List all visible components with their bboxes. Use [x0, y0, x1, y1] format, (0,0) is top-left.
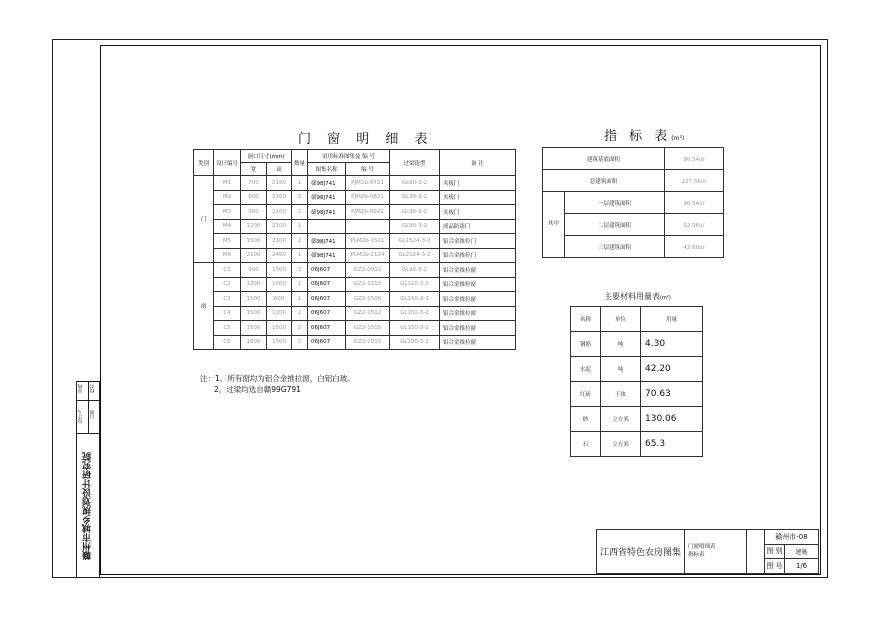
- table-row: [194, 306, 516, 321]
- index-row-value: 227.56㎡: [665, 170, 724, 192]
- cell-w: 900: [241, 205, 267, 220]
- header-width: 宽: [241, 163, 267, 176]
- cell-atlas: 06J607: [308, 263, 346, 278]
- cell-qty: 2: [292, 335, 308, 350]
- side-divider: [76, 433, 100, 434]
- index-row-label: 建筑基底面积: [543, 148, 665, 170]
- cell-qty: 1: [292, 176, 308, 191]
- material-amount: 42.20: [641, 357, 703, 382]
- cell-code: [346, 219, 390, 234]
- material-name: 石: [571, 432, 601, 457]
- cell-h: 1200: [267, 306, 292, 321]
- table-row: [194, 234, 516, 249]
- index-row-value: 90.54㎡: [665, 148, 724, 170]
- cell-remark: 铝合金推拉门: [440, 234, 516, 249]
- cell-remark: 夹板门: [440, 176, 516, 191]
- cell-qty: 1: [292, 292, 308, 307]
- cell-h: 2100: [267, 205, 292, 220]
- table-row: [194, 219, 516, 234]
- cell-remark: 成品防盗门: [440, 219, 516, 234]
- cell-h: 2100: [267, 234, 292, 249]
- table-row: [194, 205, 516, 220]
- cell-code: PJM2b-0921: [346, 205, 390, 220]
- cell-lintel: GL90-3-2: [390, 190, 440, 205]
- index-row-label: 总建筑面积: [543, 170, 665, 192]
- cell-h: 1500: [267, 335, 292, 350]
- cell-w: 1500: [241, 234, 267, 249]
- cell-no: C2: [214, 277, 241, 292]
- header-atlas-no: 编 号: [346, 163, 390, 176]
- cell-h: 1500: [267, 321, 292, 336]
- cell-no: C6: [214, 335, 241, 350]
- index-sub-row-label: 二层建筑面积: [565, 214, 665, 236]
- table-row: [194, 335, 516, 350]
- cell-atlas: 赣98J741: [308, 176, 346, 191]
- cell-atlas: [308, 219, 346, 234]
- cell-atlas: 赣98J741: [308, 190, 346, 205]
- cell-code: GZ2-1815: [346, 335, 390, 350]
- cell-w: 1500: [241, 306, 267, 321]
- table-row: [194, 321, 516, 336]
- cell-remark: 铝合金推拉窗: [440, 306, 516, 321]
- table-row: [194, 277, 516, 292]
- cell-code: GZ2-0912: [346, 263, 390, 278]
- side-checker: 校对: [90, 384, 95, 393]
- cell-qty: 3: [292, 263, 308, 278]
- header-quantity: 数量: [292, 150, 308, 176]
- cell-no: M4: [214, 219, 241, 234]
- material-amount: 65.3: [641, 432, 703, 457]
- cell-w: 1200: [241, 219, 267, 234]
- cell-h: 1500: [267, 277, 292, 292]
- material-name: 红砖: [571, 382, 601, 407]
- side-date: 日期: [90, 410, 95, 419]
- material-row: [571, 432, 703, 457]
- cell-h: 2100: [267, 219, 292, 234]
- material-row: [571, 407, 703, 432]
- table-row: [194, 263, 516, 278]
- cell-code: PJM2b-0721: [346, 176, 390, 191]
- cell-w: 700: [241, 176, 267, 191]
- cell-atlas: 06J607: [308, 277, 346, 292]
- cell-code: PLM2b-1521: [346, 234, 390, 249]
- index-table-unit: (m²): [671, 135, 685, 142]
- table-row: [194, 176, 516, 191]
- side-divider: [88, 381, 89, 433]
- cell-remark: 铝合金推拉窗: [440, 321, 516, 336]
- index-sub-row-label: 三层建筑面积: [565, 236, 665, 258]
- cell-w: 1500: [241, 321, 267, 336]
- cell-no: M1: [214, 176, 241, 191]
- index-sub-label: 其中: [543, 192, 565, 258]
- material-unit: 吨: [601, 332, 641, 357]
- cell-qty: 1: [292, 277, 308, 292]
- note-line-2: 2、过梁均选自赣99G791: [214, 385, 301, 394]
- cell-lintel: GL90-3-2: [390, 176, 440, 191]
- number-value: 1/6: [785, 559, 819, 574]
- cell-w: 1800: [241, 335, 267, 350]
- cell-remark: 夹板门: [440, 190, 516, 205]
- cell-atlas: 06J607: [308, 292, 346, 307]
- cell-remark: 铝合金推拉窗: [440, 277, 516, 292]
- index-sub-row-label: 一层建筑面积: [565, 192, 665, 214]
- side-designer: 设计人: [78, 410, 83, 424]
- material-row: [571, 332, 703, 357]
- cell-code: PJM2b-0821: [346, 190, 390, 205]
- cell-no: M5: [214, 234, 241, 249]
- material-table-title: [604, 291, 671, 302]
- cell-code: GZ2-1515: [346, 321, 390, 336]
- cell-w: 1200: [241, 277, 267, 292]
- cell-w: 900: [241, 263, 267, 278]
- cell-h: 2100: [267, 190, 292, 205]
- header-height: 高: [267, 163, 292, 176]
- cell-lintel: GL150-3-2: [390, 292, 440, 307]
- door-window-table-title: 门 窗 明 细 表: [298, 132, 434, 147]
- header-lintel: 过梁选型: [390, 150, 440, 176]
- material-row: [571, 382, 703, 407]
- cell-lintel: GL150-3-2: [390, 321, 440, 336]
- index-table-title: [604, 125, 684, 144]
- title-block: [596, 529, 819, 574]
- cell-remark: 铝合金推拉门: [440, 248, 516, 263]
- material-row: [571, 357, 703, 382]
- header-opening-size: 洞口尺寸(mm): [241, 150, 292, 163]
- category-label: 图 别: [765, 544, 785, 559]
- drawing-name: [685, 530, 747, 574]
- cell-qty: 3: [292, 190, 308, 205]
- cell-remark: 铝合金推拉窗: [440, 335, 516, 350]
- cell-no: C3: [214, 292, 241, 307]
- cell-lintel: GL1524-3-2: [390, 234, 440, 249]
- cell-no: C1: [214, 263, 241, 278]
- cell-lintel: GL90-3-2: [390, 263, 440, 278]
- cell-no: M6: [214, 248, 241, 263]
- cell-lintel: GL90-3-2: [390, 219, 440, 234]
- material-unit: 立方米: [601, 432, 641, 457]
- material-name: 钢筋: [571, 332, 601, 357]
- project-name: 江西省特色农房图集: [597, 530, 685, 574]
- cell-atlas: 赣98J741: [308, 234, 346, 249]
- material-table: [570, 306, 703, 457]
- material-amount: 130.06: [641, 407, 703, 432]
- material-amount: 4.30: [641, 332, 703, 357]
- cell-no: M3: [214, 205, 241, 220]
- material-header-amount: 用量: [641, 307, 703, 332]
- header-category: 类别: [194, 150, 214, 176]
- material-unit: 千块: [601, 382, 641, 407]
- number-label: 图 号: [765, 559, 785, 574]
- cell-h: 1500: [267, 263, 292, 278]
- cell-qty: 2: [292, 321, 308, 336]
- cell-qty: 2: [292, 306, 308, 321]
- cell-no: C5: [214, 321, 241, 336]
- index-sub-row-value: 90.54㎡: [665, 192, 724, 214]
- cell-qty: 2: [292, 205, 308, 220]
- material-amount: 70.63: [641, 382, 703, 407]
- notes: [200, 373, 355, 395]
- cell-w: 800: [241, 190, 267, 205]
- cell-atlas: 06J607: [308, 335, 346, 350]
- cell-lintel: GL2124-3-2: [390, 248, 440, 263]
- cell-atlas: 赣98J741: [308, 205, 346, 220]
- index-table: [542, 147, 724, 258]
- table-row: [194, 292, 516, 307]
- material-header-unit: 单位: [601, 307, 641, 332]
- material-unit: 立方米: [601, 407, 641, 432]
- cell-atlas: 06J607: [308, 306, 346, 321]
- cell-h: 2100: [267, 176, 292, 191]
- group-label: 门: [194, 176, 214, 263]
- cell-code: GZ2-1506: [346, 292, 390, 307]
- header-atlas: 采用标准图集及 编 号: [308, 150, 390, 163]
- cell-lintel: GL90-3-2: [390, 205, 440, 220]
- header-atlas-name: 图集名称: [308, 163, 346, 176]
- table-row: [194, 248, 516, 263]
- cell-lintel: GL180-3-2: [390, 335, 440, 350]
- side-leader: 审核: [78, 384, 83, 393]
- cell-code: PLM2b-2124: [346, 248, 390, 263]
- cell-remark: 铝合金推拉窗: [440, 263, 516, 278]
- table-row: [194, 190, 516, 205]
- index-sub-row-value: 92.96㎡: [665, 214, 724, 236]
- note-line-1: 注：1、所有窗均为铝合金推拉窗，白铝白玻。: [200, 374, 355, 383]
- header-remark: 备 注: [440, 150, 516, 176]
- cell-h: 600: [267, 292, 292, 307]
- cell-remark: 夹板门: [440, 205, 516, 220]
- cell-qty: 1: [292, 248, 308, 263]
- drawing-name-line-1: 门窗明细表: [688, 544, 716, 551]
- cell-lintel: GL150-3-2: [390, 306, 440, 321]
- door-window-table: [193, 149, 516, 350]
- header-design-no: 设计编号: [214, 150, 241, 176]
- cell-code: GZ2-1512: [346, 306, 390, 321]
- index-table-title-text: 指 标 表: [604, 129, 672, 144]
- cell-qty: 2: [292, 234, 308, 249]
- cell-w: 1500: [241, 292, 267, 307]
- cell-code: GZ2-1215: [346, 277, 390, 292]
- cell-h: 2400: [267, 248, 292, 263]
- cell-no: C4: [214, 306, 241, 321]
- cell-atlas: 06J607: [308, 321, 346, 336]
- material-name: 水泥: [571, 357, 601, 382]
- drawing-code: 赣州市-08: [765, 530, 819, 545]
- cell-lintel: GL120-3-2: [390, 277, 440, 292]
- material-header-name: 名称: [571, 307, 601, 332]
- institute-name: 赣州市城乡规划设计研究院: [83, 452, 93, 560]
- group-label: 窗: [194, 263, 214, 350]
- material-name: 砂: [571, 407, 601, 432]
- index-sub-row-value: 42.60㎡: [665, 236, 724, 258]
- cell-qty: 1: [292, 219, 308, 234]
- cell-no: M2: [214, 190, 241, 205]
- cell-atlas: 赣98J741: [308, 248, 346, 263]
- category-value: 建施: [785, 544, 819, 559]
- cell-remark: 铝合金推拉窗: [440, 292, 516, 307]
- drawing-name-line-2: 指标表: [688, 552, 705, 559]
- cell-w: 2100: [241, 248, 267, 263]
- material-table-unit: (m²): [660, 295, 671, 301]
- material-unit: 吨: [601, 357, 641, 382]
- material-table-title-text: 主要材料用量表: [604, 292, 660, 301]
